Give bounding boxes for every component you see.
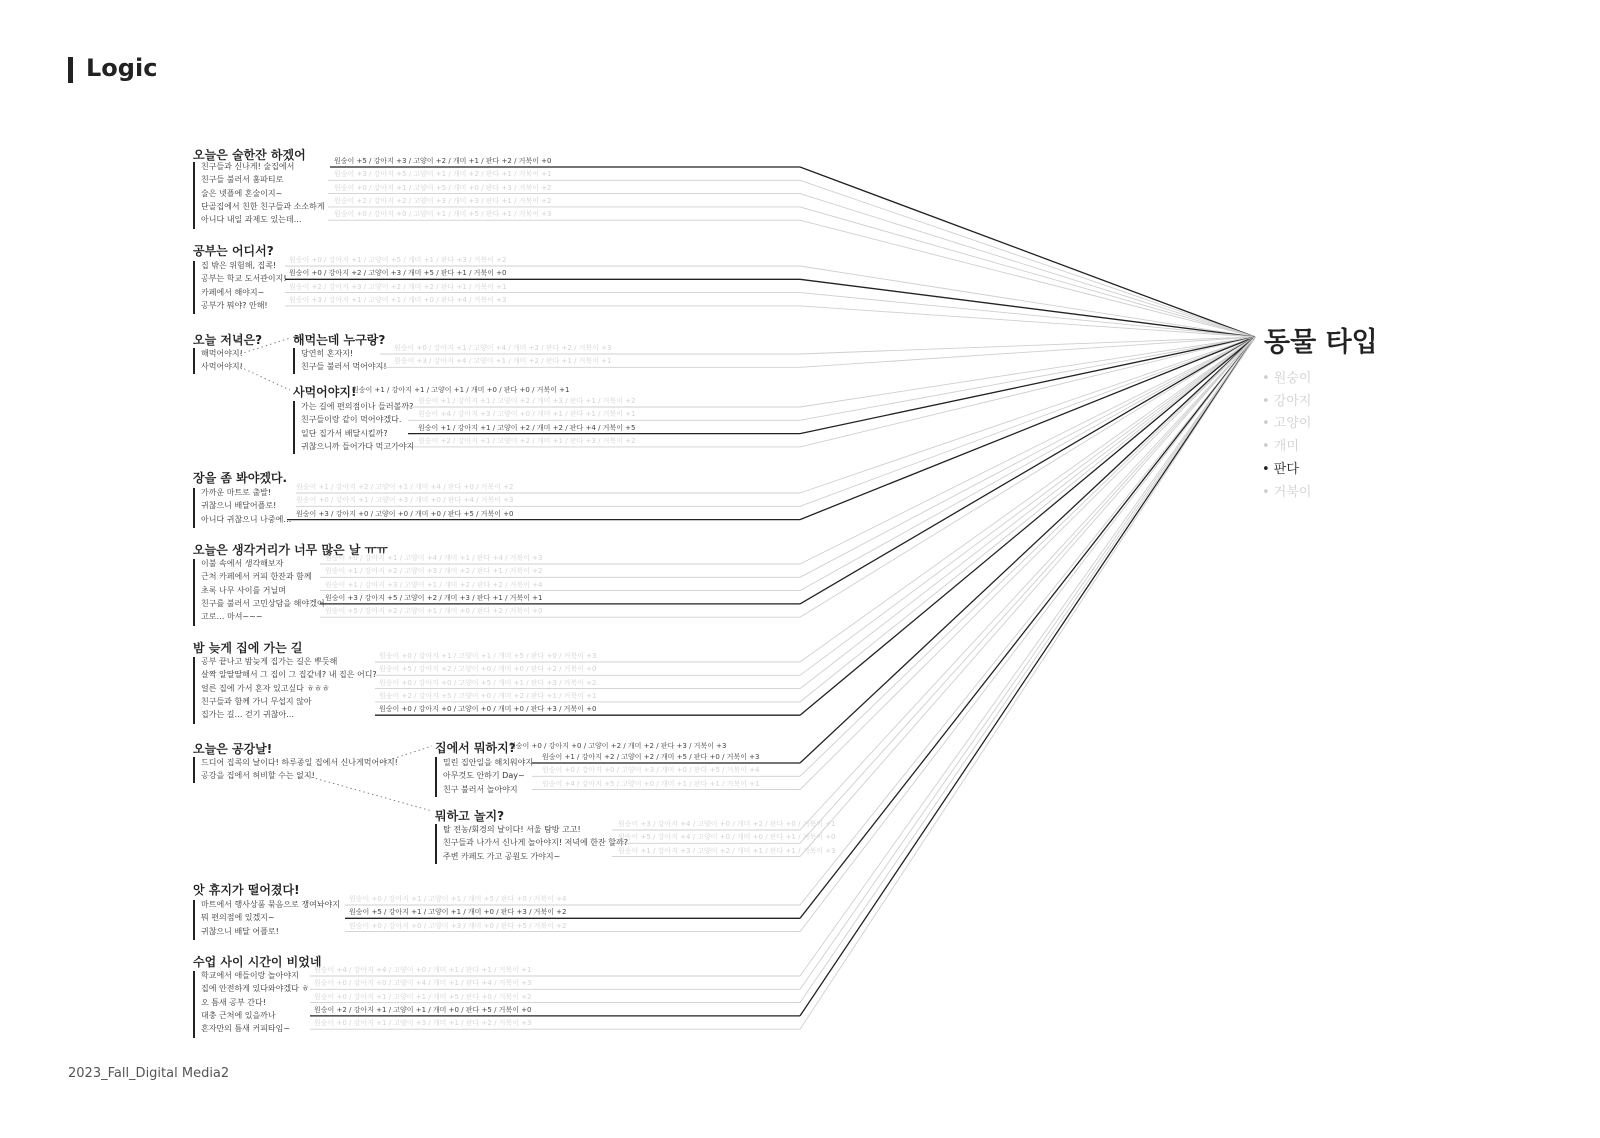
score-text: 원숭이 +4 / 강아지 +5 / 고양이 +0 / 개미 +1 / 판다 +1 / 거북이 +1 [542,779,760,788]
option-label: 가까운 마트로 출발! [201,488,272,497]
option-label: 학교에서 애들이랑 놀아야지 [201,971,299,980]
option-label: 친구들과 함께 가니 무섭지 않아 [201,696,312,706]
score-text: 원숭이 +4 / 강아지 +3 / 고양이 +0 / 개미 +1 / 판다 +1 / 거북이 +1 [418,410,636,419]
score-text: 원숭이 +2 / 강아지 +1 / 고양이 +2 / 개미 +1 / 판다 +3 / 거북이 +2 [418,436,636,445]
score-text: 원숭이 +1 / 강아지 +3 / 고양이 +1 / 개미 +2 / 판다 +2 / 거북이 +4 [325,580,543,589]
option-label: 친구들이랑 같이 먹어야겠다. [301,415,402,425]
option-label: 가는 길에 편의점이나 들러볼까? [301,402,414,411]
branch-title: 해먹는데 누구랑? [293,333,386,347]
branch-title: 사먹어야지! [293,385,357,399]
score-text: 원숭이 +3 / 강아지 +5 / 고양이 +1 / 개미 +2 / 판다 +1 / 거북이 +1 [334,170,552,179]
hub-connector [800,337,1255,989]
animal-type-item: • 거북이 [1262,484,1312,500]
score-text: 원숭이 +3 / 강아지 +4 / 고양이 +1 / 개미 +2 / 판다 +1 / 거북이 +1 [394,357,612,366]
score-text: 원숭이 +5 / 강아지 +2 / 고양이 +1 / 개미 +0 / 판다 +2 / 거북이 +0 [325,607,543,616]
hub-connector [800,337,1255,1016]
score-text: 원숭이 +3 / 강아지 +5 / 고양이 +2 / 개미 +3 / 판다 +1 / 거북이 +1 [325,593,543,602]
hub-connector [800,337,1255,407]
score-text: 원숭이 +2 / 강아지 +5 / 고양이 +0 / 개미 +2 / 판다 +1 / 거북이 +1 [379,691,597,700]
option-label: 밀린 집안일을 해치워야지 [443,758,534,767]
option-label: 친구를 불러서 고민상담을 해야겠어 [201,598,325,608]
score-text: 원숭이 +2 / 강아지 +3 / 고양이 +2 / 개미 +2 / 판다 +1 / 거북이 +1 [289,282,507,291]
score-text: 원숭이 +1 / 강아지 +2 / 고양이 +2 / 개미 +5 / 판다 +0 / 거북이 +3 [542,753,760,761]
score-text: 원숭이 +0 / 강아지 +0 / 고양이 +1 / 개미 +5 / 판다 +1 / 거북이 +3 [334,210,552,219]
score-text: 원숭이 +3 / 강아지 +4 / 고양이 +0 / 개미 +2 / 판다 +0 / 거북이 +1 [618,820,836,828]
option-label: 공부가 뭐야? 안해! [201,300,268,310]
score-text: 원숭이 +0 / 강아지 +1 / 고양이 +3 / 개미 +1 / 판다 +2 / 거북이 +3 [314,1019,532,1028]
option-group-bar [193,900,195,940]
score-text: 원숭이 +2 / 강아지 +2 / 고양이 +3 / 개미 +3 / 판다 +1 / 거북이 +2 [334,196,552,205]
option-group-bar [193,757,195,783]
score-text: 원숭이 +1 / 강아지 +2 / 고양이 +3 / 개미 +2 / 판다 +1 / 거북이 +2 [325,567,543,576]
option-label: 공부 끝나고 밤늦게 집가는 길은 뿌듯해 [201,657,338,666]
branch-score-text: 원숭이 +1 / 강아지 +1 / 고양이 +1 / 개미 +0 / 판다 +0 / 거북이 +1 [352,386,570,394]
option-label: 아니다 귀찮으니 나중에… [201,514,292,524]
score-text: 원숭이 +0 / 강아지 +0 / 고양이 +3 / 개미 +0 / 판다 +5 / 거북이 +2 [349,921,567,930]
option-label: 공강을 집에서 허비할 수는 없지! [201,771,315,780]
score-text: 원숭이 +0 / 강아지 +0 / 고양이 +0 / 개미 +0 / 판다 +3 / 거북이 +0 [379,705,597,714]
option-group-bar [193,971,195,1038]
hub-connector [800,337,1255,830]
hub-connector [800,180,1255,337]
animal-type-item: • 고양이 [1262,416,1312,432]
page-title: Logic [86,54,158,82]
footer-text: 2023_Fall_Digital Media2 [68,1066,230,1081]
score-text: 원숭이 +0 / 강아지 +0 / 고양이 +3 / 개미 +0 / 판다 +5 / 거북이 +4 [542,766,760,775]
option-group-bar [435,757,437,797]
option-label: 당연히 혼자지! [301,349,354,358]
option-label: 카페에서 해야지~ [201,287,265,297]
hub-connector [800,337,1255,1029]
option-group-bar [293,401,295,454]
option-group-bar [193,162,195,229]
score-text: 원숭이 +1 / 강아지 +1 / 고양이 +2 / 개미 +2 / 판다 +4 / 거북이 +5 [418,423,636,432]
hub-title: 동물 타입 [1264,327,1378,358]
score-text: 원숭이 +0 / 강아지 +1 / 고양이 +3 / 개미 +0 / 판다 +4 / 거북이 +3 [296,496,514,505]
score-text: 원숭이 +1 / 강아지 +2 / 고양이 +1 / 개미 +4 / 판다 +0 / 거북이 +2 [296,483,514,491]
question-title: 오늘은 술한잔 하겠어 [193,148,306,162]
option-label: 귀찮으니 배달 어플로! [201,926,279,936]
hub-connector [800,337,1255,675]
option-group-bar [193,559,195,626]
option-label: 오 틈새 공부 간다! [201,997,266,1007]
branch-title: 뭐하고 놀지? [435,809,505,823]
hub-connector [800,207,1255,337]
option-label: 해먹어야지! [201,349,243,358]
option-label: 고로… 마셔~~~ [201,612,263,622]
option-group-bar [293,348,295,374]
option-label: 친구들과 나가서 신나게 놀아야지! 저녁에 한잔 할까? [443,838,628,848]
animal-type-item: • 강아지 [1262,393,1312,409]
title-accent-bar [68,57,73,83]
hub-connector [800,337,1255,564]
hub-connector [800,337,1255,918]
option-label: 마트에서 행사상품 묶음으로 쟁여놔야지 [201,900,341,909]
option-label: 살짝 알딸딸해서 그 집이 그 집같네? 내 집은 어디? [201,670,377,680]
question-title: 앗 휴지가 떨어졌다! [193,883,300,897]
option-label: 혼자만의 틈새 커피타임~ [201,1024,291,1034]
score-text: 원숭이 +5 / 강아지 +3 / 고양이 +2 / 개미 +1 / 판다 +2 / 거북이 +0 [334,157,552,165]
score-text: 원숭이 +0 / 강아지 +0 / 고양이 +5 / 개미 +1 / 판다 +3 / 거북이 +2 [379,678,597,687]
question-title: 오늘은 생각거리가 너무 많은 날 ㅠㅠ [193,543,388,557]
option-label: 초록 나무 사이를 거닐며 [201,585,286,595]
score-text: 원숭이 +4 / 강아지 +4 / 고양이 +0 / 개미 +1 / 판다 +1 / 거북이 +1 [314,966,532,974]
hub-connector [800,266,1255,337]
question-title: 공부는 어디서? [193,244,274,258]
animal-type-item: • 원숭이 [1262,371,1312,386]
option-label: 이불 속에서 생각해보자 [201,559,284,568]
option-label: 대충 근처에 있을까나 [201,1010,276,1020]
question-title: 수업 사이 시간이 비었네 [193,955,322,969]
branch-link [307,776,432,811]
hub-connector [800,337,1255,689]
option-label: 얼른 집에 가서 혼자 있고싶다 ㅎㅎㅎ [201,683,330,693]
score-text: 원숭이 +2 / 강아지 +1 / 고양이 +1 / 개미 +0 / 판다 +5 / 거북이 +0 [314,1005,532,1014]
hub-connector [800,337,1255,763]
score-text: 원숭이 +3 / 강아지 +0 / 고양이 +0 / 개미 +0 / 판다 +5 / 거북이 +0 [296,509,514,518]
hub-connector [800,279,1255,337]
hub-connector [800,337,1255,520]
branch-title: 집에서 뭐하지? [435,741,516,755]
option-label: 공부는 학교 도서관이지! [201,274,287,284]
hub-connector [800,293,1255,337]
option-label: 술은 넷플에 혼술이지~ [201,188,283,198]
option-label: 근처 카페에서 커피 한잔과 함께 [201,572,312,582]
score-text: 원숭이 +0 / 강아지 +1 / 고양이 +5 / 개미 +1 / 판다 +3 / 거북이 +2 [289,256,507,264]
option-group-bar [193,348,195,374]
option-label: 탈 전농/회경의 날이다! 서울 탐방 고고! [443,825,581,834]
option-group-bar [193,488,195,528]
question-title: 오늘 저녁은? [193,333,263,347]
hub-connector [800,337,1255,591]
score-text: 원숭이 +1 / 강아지 +1 / 고양이 +2 / 개미 +3 / 판다 +1 / 거북이 +2 [418,397,636,405]
option-label: 친구들과 신나게! 술집에서 [201,162,295,171]
hub-connector [800,220,1255,337]
score-text: 원숭이 +3 / 강아지 +1 / 고양이 +1 / 개미 +0 / 판다 +4 / 거북이 +3 [289,295,507,304]
hub-connector [800,337,1255,577]
hub-connector [800,337,1255,715]
score-text: 원숭이 +5 / 강아지 +1 / 고양이 +1 / 개미 +0 / 판다 +3 / 거북이 +2 [349,908,567,917]
score-text: 원숭이 +0 / 강아지 +1 / 고양이 +1 / 개미 +5 / 판다 +0 / 거북이 +4 [349,895,567,903]
option-label: 집 밖은 위험해, 집콕! [201,261,277,270]
branch-score-text: 원숭이 +0 / 강아지 +0 / 고양이 +2 / 개미 +2 / 판다 +3 / 거북이 +3 [509,742,727,750]
hub-connector [800,194,1255,337]
score-text: 원숭이 +5 / 강아지 +4 / 고양이 +0 / 개미 +0 / 판다 +1 / 거북이 +0 [618,833,836,842]
score-text: 원숭이 +0 / 강아지 +1 / 고양이 +1 / 개미 +5 / 판다 +0 / 거북이 +2 [314,992,532,1001]
hub-connector [800,337,1255,1003]
hub-connector [800,337,1255,905]
option-label: 친구들 불러서 먹어야지! [301,362,387,372]
option-label: 친구들 불러서 홈파티로 [201,175,284,185]
option-group-bar [435,824,437,864]
animal-type-item: • 개미 [1262,439,1299,455]
hub-connector [800,337,1255,843]
score-text: 원숭이 +0 / 강아지 +1 / 고양이 +1 / 개미 +5 / 판다 +0 / 거북이 +3 [379,652,597,660]
option-label: 사먹어야지! [201,362,243,371]
option-label: 드디어 집콕의 날이다! 하루종일 집에서 신나게먹어야지! [201,758,398,767]
hub-connector [800,167,1255,337]
option-label: 아무것도 안하기 Day~ [443,771,525,781]
option-label: 뭐 편의점에 있겠지~ [201,913,275,923]
branch-link [240,367,290,390]
score-text: 원숭이 +0 / 강아지 +2 / 고양이 +3 / 개미 +5 / 판다 +1 / 거북이 +0 [289,269,507,278]
option-group-bar [193,261,195,314]
option-label: 귀찮으니까 들어가다 먹고가야지 [301,441,415,451]
option-label: 주변 카페도 가고 공원도 가야지~ [443,851,561,861]
option-label: 단골집에서 친한 친구들과 소소하게 [201,201,325,211]
option-label: 아니다 내일 과제도 있는데… [201,215,302,225]
question-title: 장을 좀 봐야겠다. [193,471,288,485]
question-title: 오늘은 공강날! [193,742,273,756]
option-label: 집가는 길… 걷기 귀찮아… [201,710,295,720]
hub-connector [800,337,1255,776]
score-text: 원숭이 +5 / 강아지 +2 / 고양이 +0 / 개미 +0 / 판다 +2 / 거북이 +0 [379,665,597,674]
question-title: 밤 늦게 집에 가는 길 [193,641,303,655]
score-text: 원숭이 +0 / 강아지 +0 / 고양이 +4 / 개미 +1 / 판다 +4 / 거북이 +3 [314,979,532,988]
option-group-bar [193,657,195,724]
hub-connector [800,306,1255,337]
option-label: 일단 집가서 배달시킬까? [301,428,388,438]
score-text: 원숭이 +0 / 강아지 +1 / 고양이 +4 / 개미 +2 / 판다 +2 / 거북이 +3 [394,344,612,352]
option-label: 귀찮으니 배달어플로! [201,501,277,511]
animal-type-item: • 판다 [1262,461,1299,477]
option-label: 친구 불러서 놀아야지 [443,784,518,794]
hub-connector [800,337,1255,932]
score-text: 원숭이 +0 / 강아지 +1 / 고양이 +4 / 개미 +1 / 판다 +4 / 거북이 +3 [325,554,543,562]
option-label: 집에 안전하게 있다와야겠다 ㅎ [201,984,310,994]
score-text: 원숭이 +0 / 강아지 +1 / 고양이 +5 / 개미 +0 / 판다 +3 / 거북이 +2 [334,183,552,192]
hub-connector [800,337,1255,976]
score-text: 원숭이 +1 / 강아지 +3 / 고양이 +2 / 개미 +1 / 판다 +1 / 거북이 +3 [618,846,836,855]
